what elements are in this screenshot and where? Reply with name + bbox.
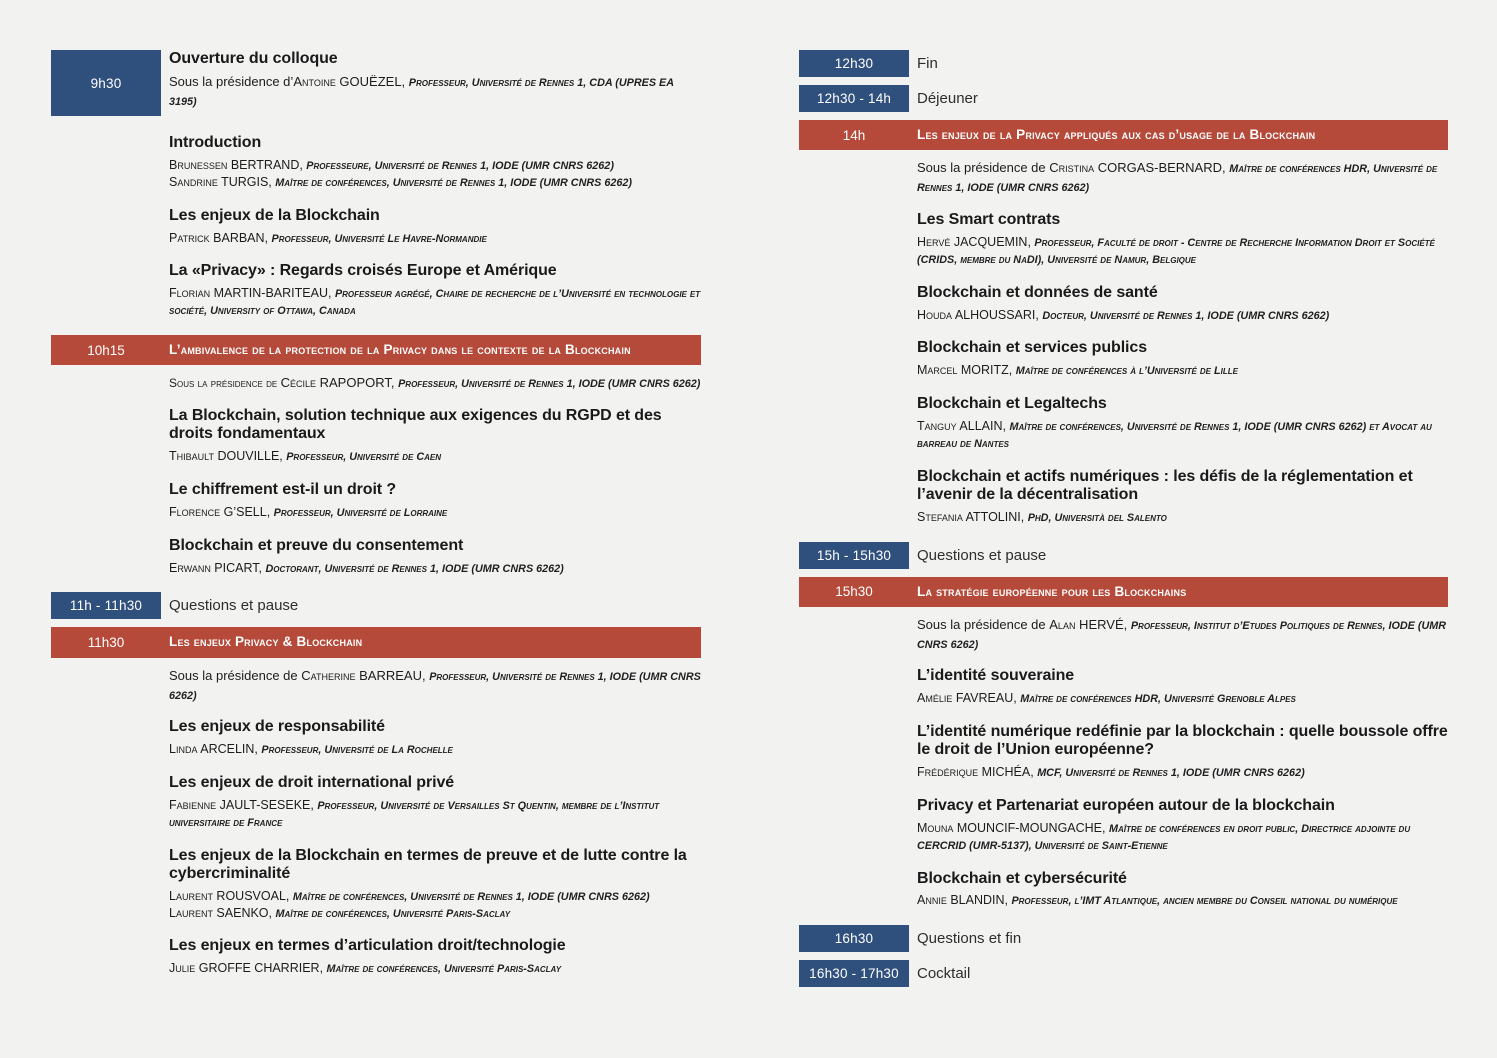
- speaker-line: [917, 509, 1448, 526]
- time-badge: 12h30 - 14h: [799, 85, 909, 112]
- speaker-line: [169, 888, 701, 905]
- talk-title: Blockchain et Legaltechs: [917, 395, 1107, 413]
- talk-content: [909, 211, 1448, 268]
- talk-content: [161, 774, 701, 831]
- speaker-line: [917, 362, 1448, 379]
- talk-title: Blockchain et preuve du consentement: [169, 536, 464, 554]
- schedule-item-label: Déjeuner: [917, 90, 978, 107]
- speaker-line: [917, 418, 1448, 452]
- speaker-affiliation: Maître de conférences, Université de Rennes 1, IODE (UMR CNRS 6262): [275, 176, 633, 189]
- speaker-name: Stefania ATTOLINI,: [917, 509, 1028, 524]
- schedule-item-row: [799, 542, 1448, 569]
- time-badge: 16h30: [799, 925, 909, 952]
- time-gutter: [799, 960, 909, 987]
- chair-lead-text: Sous la présidence de: [917, 160, 1050, 176]
- speaker-line: [917, 892, 1448, 909]
- time-badge: 9h30: [51, 50, 161, 116]
- speaker-affiliation: Maître de conférences, Université de Rennes 1, IODE (UMR CNRS 6262): [292, 890, 650, 903]
- schedule-item-row: [799, 960, 1448, 987]
- talk-title: L’identité souveraine: [917, 667, 1075, 685]
- talk-title: Blockchain et actifs numériques : les défis de la réglementation et l’avenir de la décentralisation: [917, 467, 1413, 503]
- time-gutter: [51, 50, 161, 116]
- speaker-line: [169, 285, 701, 319]
- session-header-title: L’ambivalence de la protection de la Privacy dans le contexte de la Blockchain: [169, 342, 631, 358]
- chair-affiliation: Professeur, Université de Rennes 1, CDA (UPRES EA 3195): [169, 76, 674, 108]
- time-badge: 11h - 11h30: [51, 592, 161, 619]
- speaker-name: Hervé JACQUEMIN,: [917, 234, 1035, 249]
- talk-content: [909, 870, 1448, 910]
- talk-row: [799, 667, 1448, 707]
- chair-line: [917, 159, 1448, 197]
- talk-content: [161, 262, 701, 319]
- talk-title: Privacy et Partenariat européen autour de la blockchain: [917, 796, 1335, 814]
- talk-title: Les enjeux de la Blockchain en termes de preuve et de lutte contre la cybercriminalité: [169, 846, 687, 882]
- time-gutter: [799, 925, 909, 952]
- speaker-line: [169, 560, 701, 577]
- talk-content: [909, 797, 1448, 854]
- talk-title: La Blockchain, solution technique aux exigences du RGPD et des droits fondamentaux: [169, 407, 662, 443]
- time-badge: 12h30: [799, 50, 909, 77]
- talk-row: [51, 537, 701, 577]
- talk-row: [51, 407, 701, 465]
- chair-content: [161, 374, 701, 393]
- speaker-line: [169, 960, 701, 977]
- talk-content: [909, 723, 1448, 781]
- speaker-name: Amélie FAVREAU,: [917, 691, 1021, 706]
- time-gutter: [799, 85, 909, 112]
- talk-content: [909, 395, 1448, 452]
- speaker-name: Laurent SAENKO,: [169, 905, 276, 920]
- talk-content: [909, 284, 1448, 324]
- talk-content: [909, 468, 1448, 526]
- chair-row: [51, 667, 701, 705]
- talk-content: [161, 134, 701, 191]
- session-header-bar: [51, 335, 701, 365]
- talk-title: Blockchain et cybersécurité: [917, 869, 1127, 887]
- schedule-item-label: Questions et fin: [917, 930, 1022, 948]
- speaker-affiliation: Maître de conférences HDR, Université Grenoble Alpes: [1020, 693, 1296, 706]
- speaker-line: [169, 174, 701, 191]
- talk-row: [51, 774, 701, 831]
- talk-row: [51, 847, 701, 922]
- chair-content: [909, 616, 1448, 654]
- talk-content: [161, 847, 701, 922]
- speaker-affiliation: Professeur, Université de Caen: [286, 451, 442, 463]
- speaker-name: Erwann PICART,: [169, 560, 266, 575]
- talk-row: [51, 937, 701, 977]
- speaker-affiliation: Professeur, l’IMT Atlantique, ancien membre du Conseil national du numérique: [1011, 895, 1398, 908]
- session-header-time: 15h30: [835, 584, 873, 600]
- speaker-name: Florence G’SELL,: [169, 504, 274, 519]
- talk-content: [161, 937, 701, 977]
- speaker-line: [169, 905, 701, 922]
- talk-row: [799, 468, 1448, 526]
- chair-lead-text: Sous la présidence de: [169, 667, 302, 683]
- talk-title: L’identité numérique redéfinie par la blockchain : quelle boussole offre le droit de l’Union européenne?: [917, 723, 1448, 759]
- time-gutter: [51, 592, 161, 619]
- speaker-affiliation: Professeur, Université de La Rochelle: [261, 744, 453, 757]
- talk-row: [51, 262, 701, 319]
- speaker-line: [917, 764, 1448, 781]
- schedule-item-label: Questions et pause: [917, 546, 1047, 564]
- chair-affiliation: Professeur, Institut d’Etudes Politiques de Rennes, IODE (UMR CNRS 6262): [917, 619, 1447, 651]
- chair-row: [51, 374, 701, 393]
- schedule-item-label: Fin: [917, 55, 938, 72]
- talk-row: [51, 481, 701, 521]
- talk-title: Les enjeux en termes d’articulation droit/technologie: [169, 937, 566, 955]
- chair-lead-text: Sous la présidence de: [169, 376, 281, 391]
- speaker-affiliation: Professeur, Faculté de droit - Centre de Recherche Information Droit et Société (CRIDS, membre du NaDI), Université de Namur, Belgique: [917, 236, 1435, 266]
- talk-title: Le chiffrement est-il un droit ?: [169, 480, 397, 498]
- speaker-name: Sandrine TURGIS,: [169, 174, 276, 189]
- chair-affiliation: Professeur, Université de Rennes 1, IODE (UMR CNRS 6262): [169, 670, 701, 702]
- speaker-name: Julie GROFFE CHARRIER,: [169, 961, 327, 976]
- speaker-name: Florian MARTIN-BARITEAU,: [169, 286, 335, 301]
- talk-content: [161, 537, 701, 577]
- chair-row: [799, 616, 1448, 654]
- talk-content: [161, 207, 701, 247]
- chair-content: [161, 667, 701, 705]
- speaker-affiliation: Professeur, Université de Versailles St Quentin, membre de l’Institut universitaire de France: [169, 800, 660, 829]
- speaker-affiliation: Professeure, Université de Rennes 1, IODE (UMR CNRS 6262): [306, 159, 614, 172]
- talk-row: [799, 284, 1448, 324]
- talk-title: Introduction: [169, 134, 262, 151]
- speaker-name: Frédérique MICHÉA,: [917, 765, 1038, 780]
- talk-row: [799, 723, 1448, 781]
- time-gutter: [799, 542, 909, 569]
- speaker-name: Brunessen BERTRAND,: [169, 157, 307, 172]
- talk-content: [909, 667, 1448, 707]
- talk-row: [51, 718, 701, 758]
- speaker-affiliation: PhD, Università del Salento: [1027, 511, 1167, 524]
- talk-row: [51, 207, 701, 247]
- chair-name: Cécile RAPOPORT,: [280, 375, 399, 391]
- speaker-name: Linda ARCELIN,: [169, 742, 262, 757]
- schedule-item-row: [799, 50, 1448, 77]
- talk-row: [799, 797, 1448, 854]
- speaker-affiliation: MCF, Université de Rennes 1, IODE (UMR CNRS 6262): [1037, 767, 1305, 780]
- speaker-line: [169, 504, 701, 521]
- program-column-left: [51, 50, 701, 993]
- speaker-line: [917, 307, 1448, 324]
- session-header-bar: [799, 120, 1448, 150]
- speaker-name: Houda ALHOUSSARI,: [917, 307, 1043, 322]
- session-header-title: Les enjeux de la Privacy appliqués aux cas d’usage de la Blockchain: [917, 127, 1316, 142]
- speaker-name: Marcel MORITZ,: [917, 363, 1016, 378]
- talk-content: [161, 407, 701, 465]
- speaker-name: Thibault DOUVILLE,: [169, 449, 287, 463]
- chair-name: Antoine GOUËZEL,: [293, 73, 409, 89]
- program-column-right: [799, 50, 1448, 995]
- speaker-name: Patrick BARBAN,: [169, 230, 272, 245]
- speaker-affiliation: Maître de conférences, Université Paris-Saclay: [326, 963, 562, 976]
- speaker-name: Fabienne JAULT-SESEKE,: [169, 798, 318, 813]
- chair-row: [799, 159, 1448, 197]
- speaker-affiliation: Maître de conférences à l’Université de Lille: [1015, 365, 1238, 378]
- chair-line: [169, 73, 701, 111]
- session-header-time: 14h: [842, 127, 866, 143]
- talk-content: [909, 339, 1448, 379]
- chair-lead-text: Sous la présidence d’: [169, 73, 294, 89]
- chair-name: Cristina CORGAS-BERNARD,: [1049, 160, 1230, 176]
- chair-line: [169, 374, 701, 393]
- speaker-line: [169, 741, 701, 758]
- speaker-affiliation: Professeur, Université Le Havre-Normandie: [271, 232, 487, 245]
- session-header-bar: [799, 577, 1448, 607]
- session-header-bar: [51, 627, 701, 657]
- talk-title: Blockchain et données de santé: [917, 283, 1158, 301]
- session-header-time: 10h15: [87, 342, 125, 358]
- schedule-item-label: Cocktail: [917, 965, 971, 983]
- schedule-item-row: [799, 925, 1448, 952]
- speaker-affiliation: Professeur agrégé, Chaire de recherche de l’Université en technologie et société, University of Ottawa, Canada: [169, 288, 701, 318]
- talk-title: Blockchain et services publics: [917, 339, 1147, 357]
- speaker-affiliation: Maître de conférences, Université Paris-Saclay: [275, 907, 511, 920]
- chair-affiliation: Professeur, Université de Rennes 1, IODE (UMR CNRS 6262): [398, 378, 701, 391]
- speaker-name: Annie BLANDIN,: [917, 893, 1012, 908]
- chair-name: Catherine BARREAU,: [301, 667, 430, 683]
- talk-title: La «Privacy» : Regards croisés Europe et Amérique: [169, 262, 557, 280]
- schedule-item-row: [799, 85, 1448, 112]
- speaker-affiliation: Docteur, Université de Rennes 1, IODE (UMR CNRS 6262): [1042, 309, 1330, 322]
- chair-content: [909, 159, 1448, 197]
- talk-row: [799, 395, 1448, 452]
- speaker-line: [169, 157, 701, 174]
- speaker-line: [169, 448, 701, 465]
- chair-lead-text: Sous la présidence de: [917, 616, 1050, 632]
- speaker-line: [917, 820, 1448, 854]
- time-badge: 16h30 - 17h30: [799, 960, 909, 987]
- speaker-affiliation: Maître de conférences, Université de Rennes 1, IODE (UMR CNRS 6262) et Avocat au barreau de Nantes: [917, 421, 1432, 450]
- session-header-title: Les enjeux Privacy & Blockchain: [169, 634, 363, 650]
- session-header-title: La stratégie européenne pour les Blockchains: [917, 583, 1187, 599]
- schedule-item-label: Questions et pause: [169, 597, 299, 615]
- talk-content: [161, 718, 701, 758]
- speaker-affiliation: Professeur, Université de Lorraine: [273, 506, 448, 519]
- schedule-item-row: [51, 592, 701, 619]
- talk-content: [161, 481, 701, 521]
- talk-title: Les enjeux de la Blockchain: [169, 206, 380, 224]
- speaker-line: [917, 234, 1448, 268]
- talk-row: [799, 870, 1448, 910]
- talk-row: [799, 211, 1448, 268]
- talk-row: [51, 134, 701, 191]
- time-gutter: [799, 50, 909, 77]
- chair-affiliation: Maître de conférences HDR, Université de Rennes 1, IODE (UMR CNRS 6262): [917, 163, 1438, 195]
- session-content: [161, 50, 701, 111]
- session-header-time: 11h30: [87, 635, 125, 651]
- speaker-line: [917, 690, 1448, 707]
- speaker-affiliation: Doctorant, Université de Rennes 1, IODE (UMR CNRS 6262): [265, 562, 564, 575]
- session-title: Ouverture du colloque: [169, 50, 338, 67]
- session-opening-row: [51, 50, 701, 116]
- chair-name: Alan HERVÉ,: [1049, 616, 1131, 632]
- speaker-name: Tanguy ALLAIN,: [917, 419, 1010, 434]
- speaker-affiliation: Maître de conférences en droit public, Directrice adjointe du CERCRID (UMR-5137), Université de Saint-Etienne: [917, 822, 1411, 852]
- chair-line: [169, 667, 701, 705]
- time-badge: 15h - 15h30: [799, 542, 909, 569]
- speaker-line: [169, 230, 701, 247]
- speaker-name: Mouna MOUNCIF-MOUNGACHE,: [917, 820, 1109, 835]
- talk-title: Les Smart contrats: [917, 210, 1061, 228]
- talk-row: [799, 339, 1448, 379]
- speaker-line: [169, 797, 701, 831]
- speaker-name: Laurent ROUSVOAL,: [169, 888, 293, 903]
- chair-line: [917, 616, 1448, 654]
- talk-title: Les enjeux de droit international privé: [169, 774, 455, 792]
- talk-title: Les enjeux de responsabilité: [169, 718, 385, 736]
